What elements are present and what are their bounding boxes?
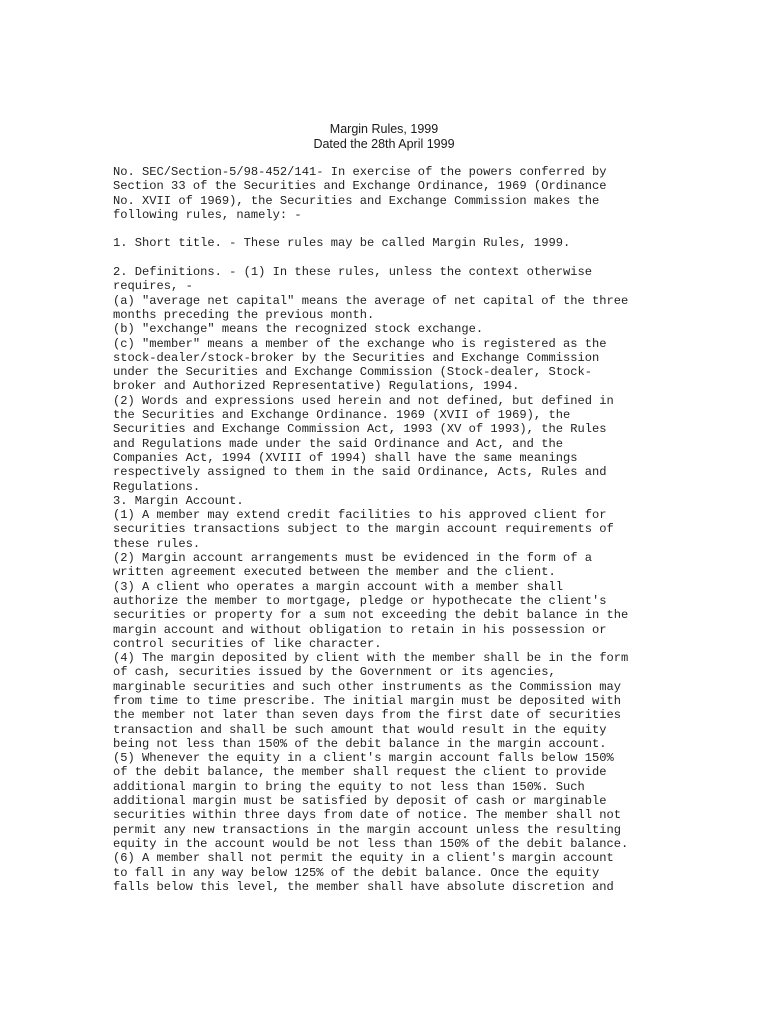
body-line: (6) A member shall not permit the equity in a client's margin account <box>113 851 614 866</box>
body-line: (b) "exchange" means the recognized stock exchange. <box>113 322 484 337</box>
body-line: (3) A client who operates a margin account with a member shall <box>113 579 563 594</box>
document-heading <box>0 122 768 151</box>
body-line: written agreement executed between the member and the client. <box>113 565 556 580</box>
body-line: margin account and without obligation to retain in his possession or <box>113 622 607 637</box>
body-line: (2) Words and expressions used herein and not defined, but defined in <box>113 393 614 408</box>
body-line: transaction and shall be such amount that would result in the equity <box>113 722 607 737</box>
body-line: Companies Act, 1994 (XVIII of 1994) shall have the same meanings <box>113 450 578 465</box>
body-line: months preceding the previous month. <box>113 307 375 322</box>
body-line: under the Securities and Exchange Commission (Stock-dealer, Stock- <box>113 365 592 380</box>
body-line: the member not later than seven days from the first date of securities <box>113 708 622 723</box>
body-line: falls below this level, the member shall have absolute discretion and <box>113 879 614 894</box>
body-line: of the debit balance, the member shall request the client to provide <box>113 765 607 780</box>
body-line: and Regulations made under the said Ordinance and Act, and the <box>113 436 563 451</box>
body-line: from time to time prescribe. The initial margin must be deposited with <box>113 693 622 708</box>
body-line: being not less than 150% of the debit balance in the margin account. <box>113 736 607 751</box>
body-line: Securities and Exchange Commission Act, 1993 (XV of 1993), the Rules <box>113 422 607 437</box>
blank-line <box>113 222 673 236</box>
body-line: stock-dealer/stock-broker by the Securities and Exchange Commission <box>113 350 600 365</box>
body-line: (1) A member may extend credit facilities to his approved client for <box>113 508 607 523</box>
body-line: requires, - <box>113 279 193 294</box>
body-line: authorize the member to mortgage, pledge or hypothecate the client's <box>113 593 607 608</box>
body-line: broker and Authorized Representative) Regulations, 1994. <box>113 379 520 394</box>
body-line: (4) The margin deposited by client with the member shall be in the form <box>113 651 629 666</box>
body-line: these rules. <box>113 536 201 551</box>
body-line: of cash, securities issued by the Government or its agencies, <box>113 665 556 680</box>
body-line: No. SEC/Section-5/98-452/141- In exercise of the powers conferred by <box>113 165 607 179</box>
body-line: to fall in any way below 125% of the debit balance. Once the equity <box>113 865 600 880</box>
body-line: marginable securities and such other instruments as the Commission may <box>113 679 622 694</box>
body-line: securities within three days from date of notice. The member shall not <box>113 808 622 823</box>
body-line: (a) "average net capital" means the average of net capital of the three <box>113 293 629 308</box>
body-line: permit any new transactions in the margin account unless the resulting <box>113 822 622 837</box>
body-line: No. XVII of 1969), the Securities and Exchange Commission makes the <box>113 193 600 208</box>
body-line: following rules, namely: - <box>113 207 302 222</box>
document-body <box>113 165 673 894</box>
body-line: 2. Definitions. - (1) In these rules, unless the context otherwise <box>113 265 592 280</box>
body-line: respectively assigned to them in the said Ordinance, Acts, Rules and <box>113 465 607 480</box>
body-line: securities transactions subject to the margin account requirements of <box>113 522 614 537</box>
body-line: the Securities and Exchange Ordinance. 1969 (XVII of 1969), the <box>113 408 571 423</box>
document-date: Dated the 28th April 1999 <box>313 136 455 151</box>
body-line: additional margin to bring the equity to not less than 150%. Such <box>113 779 585 794</box>
body-line: Regulations. <box>113 479 201 494</box>
body-line: (c) "member" means a member of the exchange who is registered as the <box>113 336 607 351</box>
body-line: additional margin must be satisfied by deposit of cash or marginable <box>113 794 607 809</box>
body-line: securities or property for a sum not exceeding the debit balance in the <box>113 608 629 623</box>
body-line: equity in the account would be not less than 150% of the debit balance. <box>113 836 629 851</box>
body-line: (5) Whenever the equity in a client's margin account falls below 150% <box>113 751 614 766</box>
document-title: Margin Rules, 1999 <box>329 122 439 136</box>
body-line: (2) Margin account arrangements must be evidenced in the form of a <box>113 551 592 566</box>
body-line: control securities of like character. <box>113 636 382 651</box>
body-line: 1. Short title. - These rules may be called Margin Rules, 1999. <box>113 236 571 251</box>
body-line: Section 33 of the Securities and Exchange Ordinance, 1969 (Ordinance <box>113 179 607 194</box>
blank-line <box>113 251 673 265</box>
body-line: 3. Margin Account. <box>113 493 244 508</box>
